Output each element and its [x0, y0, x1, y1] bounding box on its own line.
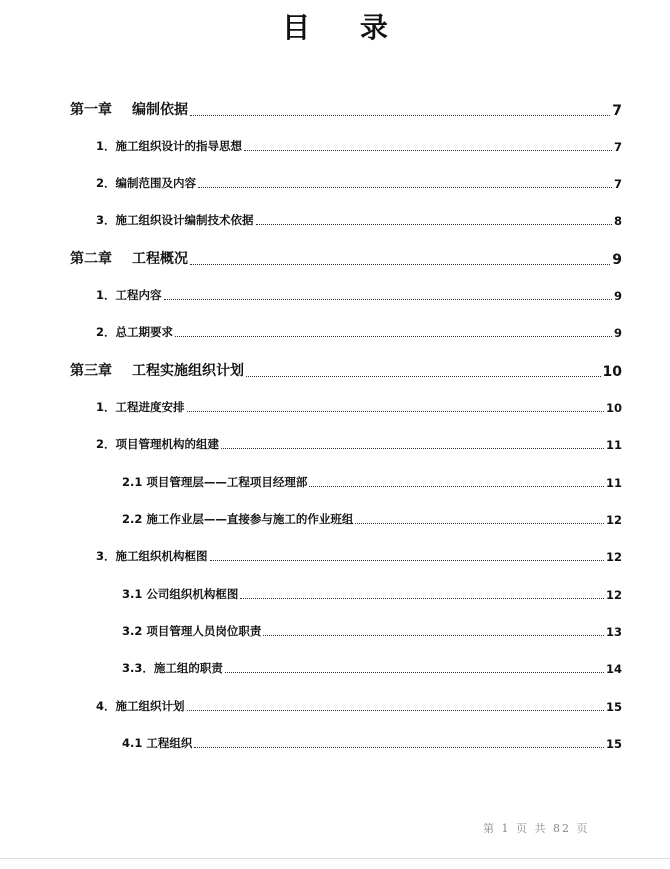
- toc-page-number: 7: [612, 103, 622, 119]
- toc-entry-title: 3．施工组织设计编制技术依据: [96, 213, 254, 227]
- toc-entry-title: 1．施工组织设计的指导思想: [96, 139, 243, 153]
- toc-entry-3-3[interactable]: [96, 549, 622, 564]
- toc-entry-chapter-3[interactable]: [70, 362, 622, 380]
- toc-entry-title: 2.2 施工作业层——直接参与施工的作业班组: [122, 512, 354, 526]
- dot-leader: [194, 747, 604, 748]
- toc-entry-3-4[interactable]: [96, 699, 622, 714]
- page-title: 目 录: [282, 11, 408, 44]
- toc-page-number: 7: [613, 177, 622, 191]
- dot-leader: [187, 411, 604, 412]
- toc-entry-title: 1．工程进度安排: [96, 400, 185, 414]
- toc-entry-chapter-2[interactable]: [70, 250, 622, 268]
- toc-entry-title: 1．工程内容: [96, 288, 162, 302]
- chapter-number: 第二章: [70, 251, 112, 267]
- dot-leader: [225, 672, 604, 673]
- dot-leader: [210, 560, 604, 561]
- toc-page-number: 7: [613, 140, 622, 154]
- dot-leader: [187, 710, 604, 711]
- toc-entry-title: 3．施工组织机构框图: [96, 549, 208, 563]
- dot-leader: [190, 115, 610, 116]
- toc-entry-title: 2.1 项目管理层——工程项目经理部: [122, 475, 308, 489]
- toc-entry-3-4-1[interactable]: [122, 736, 622, 751]
- toc-entry-2-2[interactable]: [96, 325, 622, 340]
- dot-leader: [246, 376, 601, 377]
- toc-page-number: 10: [602, 364, 622, 380]
- toc-entry-1-1[interactable]: [96, 139, 622, 154]
- toc-page-number: 11: [605, 438, 622, 452]
- toc-page-number: 11: [605, 476, 622, 490]
- toc-entry-title: 2．项目管理机构的组建: [96, 437, 220, 451]
- toc-page-number: 14: [605, 662, 622, 676]
- toc-page-number: 8: [613, 214, 622, 228]
- toc-entry-title: 2．总工期要求: [96, 325, 174, 339]
- toc-entry-title: 编制依据: [132, 102, 188, 118]
- toc-entry-title: 4．施工组织计划: [96, 699, 185, 713]
- chapter-number: 第一章: [70, 102, 112, 118]
- toc-page-number: 15: [605, 700, 622, 714]
- toc-entry-title: 4.1 工程组织: [122, 736, 193, 750]
- toc-page-number: 12: [605, 513, 622, 527]
- toc-entry-title: 工程概况: [132, 251, 188, 267]
- toc-page-number: 13: [605, 625, 622, 639]
- toc-page-number: 15: [605, 737, 622, 751]
- dot-leader: [198, 187, 612, 188]
- dot-leader: [256, 224, 612, 225]
- toc-entry-title: 工程实施组织计划: [132, 363, 244, 379]
- dot-leader: [190, 264, 610, 265]
- dot-leader: [164, 299, 612, 300]
- dot-leader: [240, 598, 604, 599]
- toc-entry-chapter-1[interactable]: [70, 101, 622, 119]
- toc-entry-3-1[interactable]: [96, 400, 622, 415]
- toc-page-number: 9: [612, 252, 622, 268]
- toc-entry-3-3-1[interactable]: [122, 587, 622, 602]
- page-divider: [0, 858, 670, 859]
- toc-entry-2-1[interactable]: [96, 288, 622, 303]
- toc-entry-1-2[interactable]: [96, 176, 622, 191]
- page-footer: 第 1 页 共 82 页: [483, 822, 590, 835]
- toc-page-number: 12: [605, 550, 622, 564]
- chapter-number: 第三章: [70, 363, 112, 379]
- dot-leader: [263, 635, 604, 636]
- toc-entry-3-3-2[interactable]: [122, 624, 622, 639]
- dot-leader: [175, 336, 612, 337]
- toc-entry-3-2-2[interactable]: [122, 512, 622, 527]
- toc-entry-title: 3.3．施工组的职责: [122, 661, 223, 675]
- toc-page-number: 12: [605, 588, 622, 602]
- toc-page-number: 9: [613, 289, 622, 303]
- toc-page-number: 10: [605, 401, 622, 415]
- dot-leader: [309, 486, 604, 487]
- toc-entry-1-3[interactable]: [96, 213, 622, 228]
- toc-entry-title: 3.1 公司组织机构框图: [122, 587, 239, 601]
- toc-entry-title: 2．编制范围及内容: [96, 176, 197, 190]
- toc-page-number: 9: [613, 326, 622, 340]
- toc-entry-3-3-3[interactable]: [122, 661, 622, 676]
- dot-leader: [244, 150, 612, 151]
- dot-leader: [221, 448, 604, 449]
- toc-entry-3-2[interactable]: [96, 437, 622, 452]
- toc-entry-3-2-1[interactable]: [122, 475, 622, 490]
- dot-leader: [355, 523, 604, 524]
- toc-entry-title: 3.2 项目管理人员岗位职责: [122, 624, 262, 638]
